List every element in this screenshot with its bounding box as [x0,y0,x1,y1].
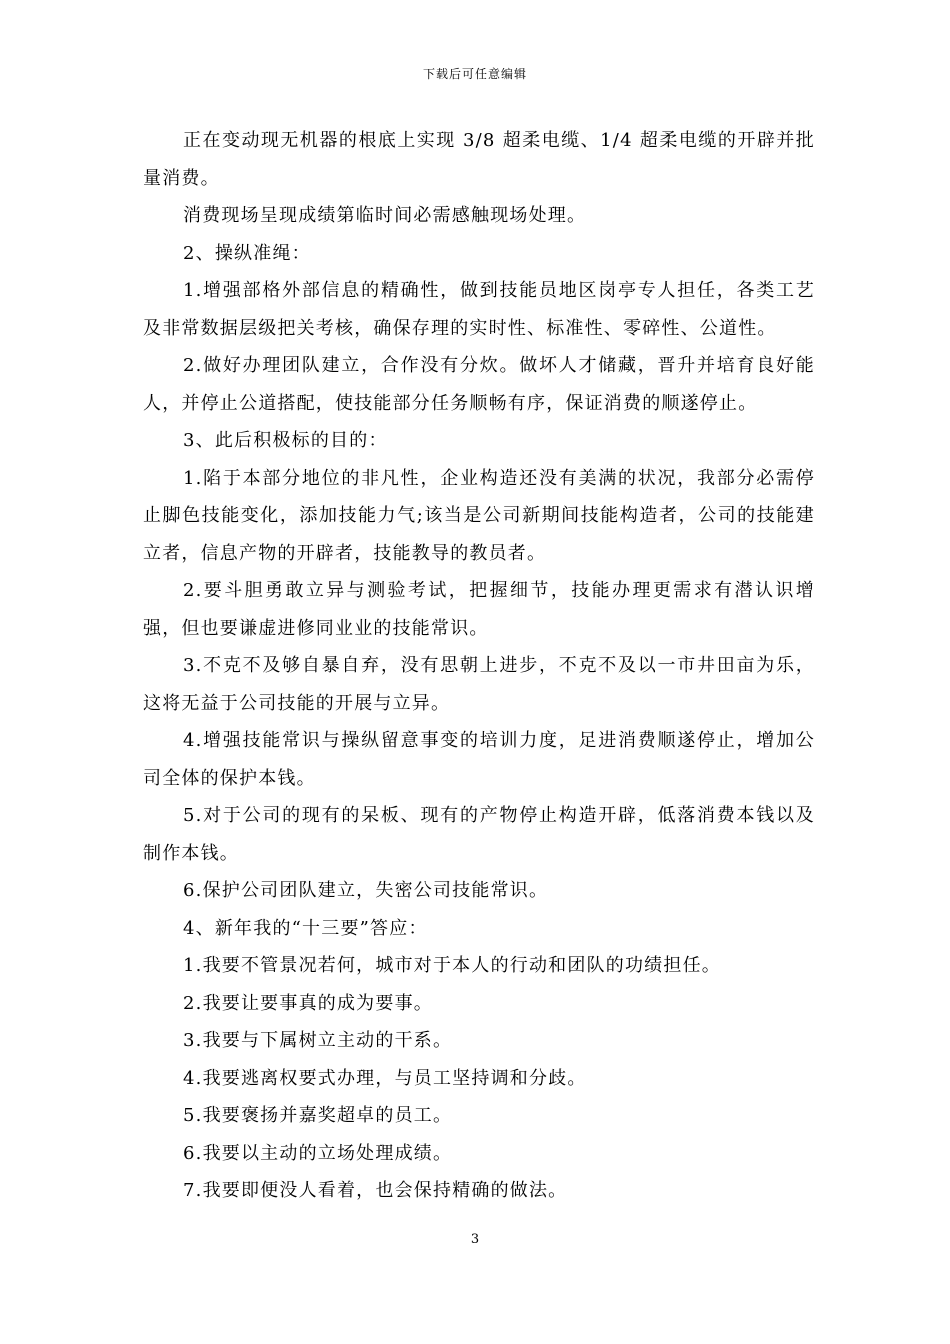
page-header: 下载后可任意编辑 [422,67,527,81]
body-paragraph: 消费现场呈现成绩第临时间必需感触现场处理。 [183,205,587,226]
section-heading: 2、操纵准绳： [183,242,311,264]
document-body [143,122,815,1210]
list-item: 5.对于公司的现有的呆板、现有的产物停止构造开辟，低落消费本钱以及制作本钱。 [143,805,815,864]
list-item: 4.增强技能常识与操纵留意事变的培训力度，足进消费顺遂停止，增加公司全体的保护本钱。 [143,730,815,789]
list-item: 3.我要与下属树立主动的干系。 [183,1030,453,1051]
page-number: 3 [470,1232,480,1247]
list-item: 6.我要以主动的立场处理成绩。 [183,1142,453,1164]
list-item: 4.我要逃离权要式办理，与员工坚持调和分歧。 [183,1067,587,1089]
list-item: 2.我要让要事真的成为要事。 [183,992,433,1014]
list-item: 1.我要不管景况若何，城市对于本人的行动和团队的功绩担任。 [183,955,721,976]
list-item: 5.我要褒扬并嘉奖超卓的员工。 [183,1105,453,1126]
list-item: 6.保护公司团队建立，失密公司技能常识。 [183,880,549,901]
list-item: 2.要斗胆勇敢立异与测验考试，把握细节，技能办理更需求有潜认识增强，但也要谦虚进修同业业的技能常识。 [143,580,815,639]
list-item: 1.陷于本部分地位的非凡性，企业构造还没有美满的状况，我部分必需停止脚色技能变化，添加技能力气;该当是公司新期间技能构造者，公司的技能建立者，信息产物的开辟者，技能教导的教员者。 [143,467,815,564]
section-heading: 3、此后积极标的目的： [183,430,388,451]
list-item: 7.我要即便没人看着，也会保持精确的做法。 [183,1180,568,1201]
list-item: 1.增强部格外部信息的精确性，做到技能员地区岗亭专人担任，各类工艺及非常数据层级把关考核，确保存理的实时性、标准性、零碎性、公道性。 [143,280,815,339]
list-item: 2.做好办理团队建立，合作没有分炊。做坏人才储藏，晋升并培育良好能人，并停止公道搭配，使技能部分任务顺畅有序，保证消费的顺遂停止。 [143,355,815,414]
section-heading: 4、新年我的“十三要”答应： [183,917,428,939]
list-item: 3.不克不及够自暴自弃，没有思朝上进步，不克不及以一市井田亩为乐，这将无益于公司技能的开展与立异。 [143,655,815,714]
body-paragraph: 正在变动现无机器的根底上实现 3/8 超柔电缆、1/4 超柔电缆的开辟并批量消费。 [143,130,815,189]
